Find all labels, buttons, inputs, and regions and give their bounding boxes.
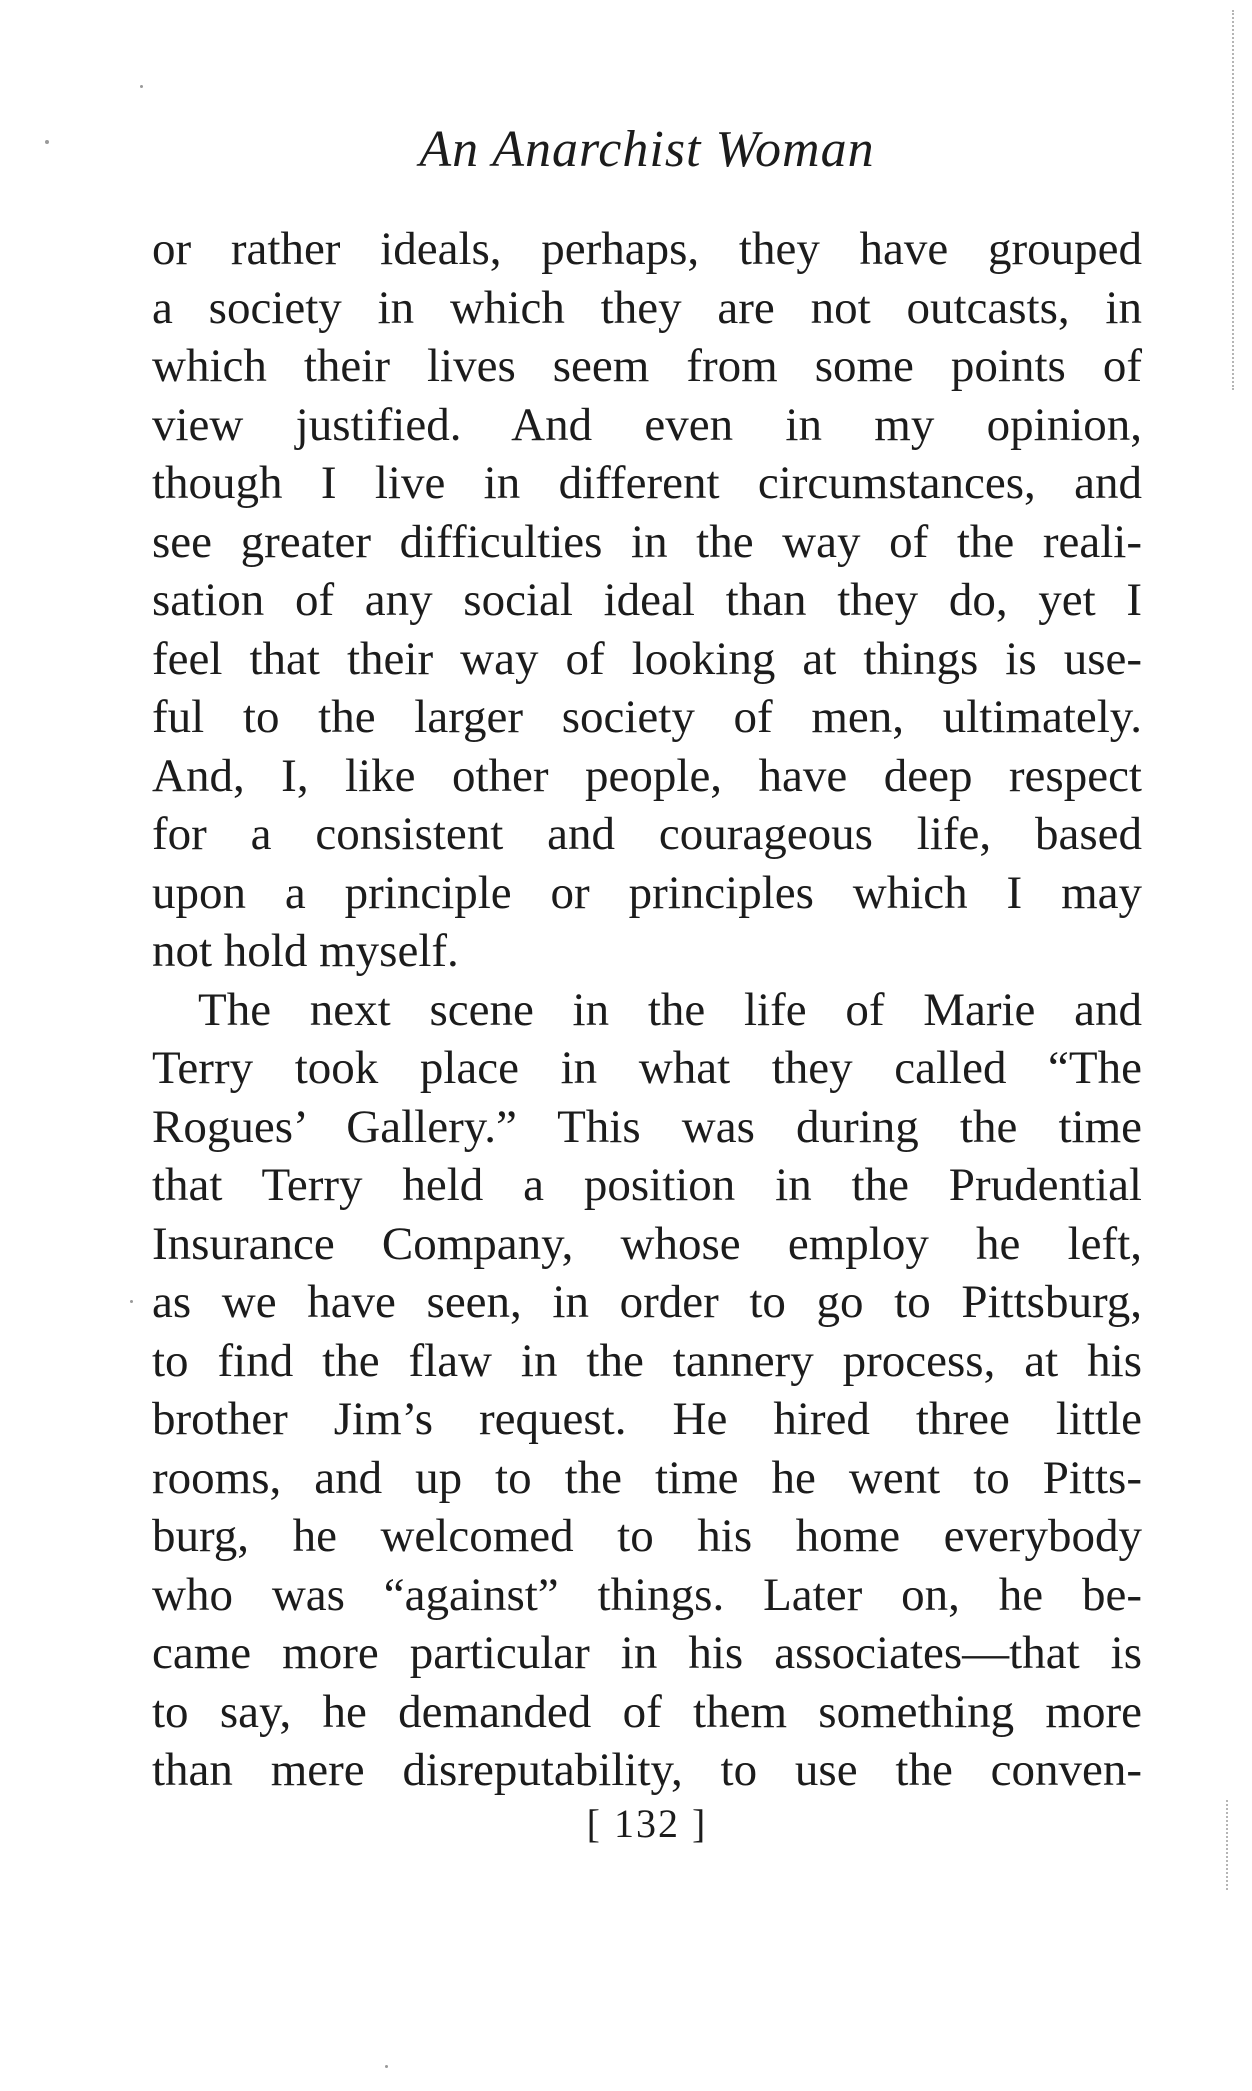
- text-line: sation of any social ideal than they do, yet I: [152, 574, 1142, 626]
- paragraph: [152, 220, 1142, 981]
- scan-speck: [45, 140, 49, 144]
- text-line: feel that their way of looking at things is use-: [152, 632, 1142, 685]
- text-line: to find the flaw in the tannery process, at his: [152, 1334, 1142, 1387]
- running-title: An Anarchist Woman: [419, 121, 875, 178]
- text-line: a society in which they are not outcasts, in: [152, 281, 1142, 334]
- page-number: [ 132 ]: [586, 1801, 708, 1846]
- text-line: as we have seen, in order to go to Pittsburg,: [152, 1276, 1142, 1328]
- text-line: upon a principle or principles which I may: [152, 866, 1142, 919]
- text-line: And, I, like other people, have deep respect: [152, 749, 1142, 802]
- text-line: for a consistent and courageous life, based: [152, 808, 1142, 860]
- text-line: rooms, and up to the time he went to Pitts-: [152, 1451, 1142, 1504]
- text-line: Insurance Company, whose employ he left,: [152, 1217, 1142, 1270]
- text-line: than mere disreputability, to use the conven-: [152, 1744, 1142, 1796]
- text-line: who was “against” things. Later on, he be-: [152, 1568, 1142, 1621]
- paragraph: [152, 981, 1142, 1800]
- text-line: or rather ideals, perhaps, they have grouped: [152, 223, 1142, 275]
- text-line: which their lives seem from some points of: [152, 340, 1142, 392]
- text-line: though I live in different circumstances, and: [152, 457, 1142, 509]
- text-line: came more particular in his associates—that is: [152, 1627, 1142, 1679]
- text-line: not hold myself.: [152, 925, 459, 977]
- text-line: that Terry held a position in the Prudential: [152, 1159, 1142, 1211]
- scan-edge-noise: [1218, 10, 1234, 390]
- text-line: burg, he welcomed to his home everybody: [152, 1510, 1142, 1562]
- text-line: The next scene in the life of Marie and: [198, 983, 1142, 1036]
- text-line: to say, he demanded of them something more: [152, 1685, 1142, 1738]
- text-line: Rogues’ Gallery.” This was during the time: [152, 1100, 1142, 1153]
- text-line: see greater difficulties in the way of the reali-: [152, 515, 1142, 568]
- text-line: view justified. And even in my opinion,: [152, 398, 1142, 451]
- body-text: [152, 220, 1142, 1800]
- scan-speck: [130, 1300, 133, 1303]
- scan-edge-noise: [1212, 1800, 1228, 1890]
- scan-speck: [140, 85, 143, 88]
- text-line: Terry took place in what they called “The: [152, 1042, 1142, 1094]
- scan-speck: [385, 2065, 388, 2068]
- text-line: brother Jim’s request. He hired three little: [152, 1393, 1142, 1445]
- text-line: ful to the larger society of men, ultimately.: [152, 691, 1142, 743]
